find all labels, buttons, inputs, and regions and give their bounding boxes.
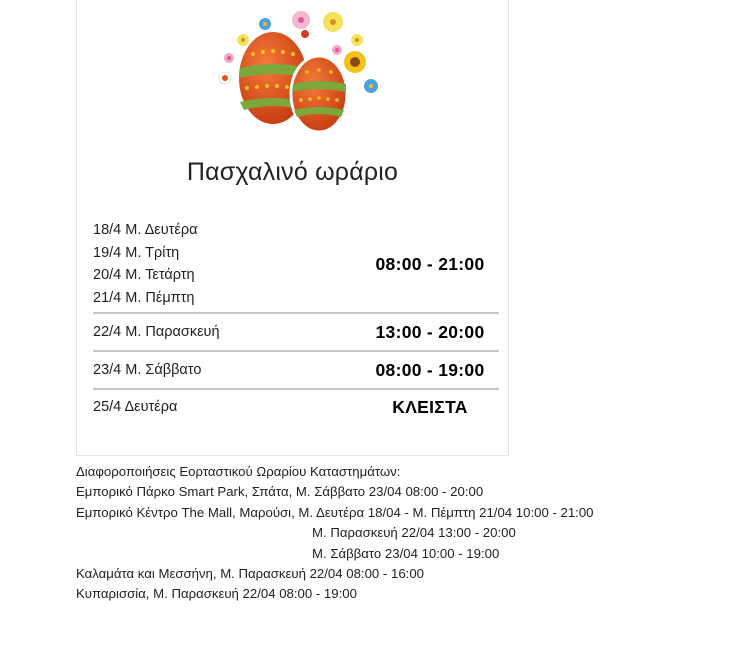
schedule-table xyxy=(93,216,499,424)
store-exceptions xyxy=(76,462,716,605)
schedule-hours: 08:00 - 21:00 xyxy=(375,254,485,274)
schedule-day: 20/4 Μ. Τετάρτη xyxy=(93,267,195,283)
exception-line: Κυπαρισσία, Μ. Παρασκευή 22/04 08:00 - 19:00 xyxy=(76,586,357,602)
schedule-hours: 13:00 - 20:00 xyxy=(375,321,485,342)
exception-line: Μ. Σάββατο 23/04 10:00 - 19:00 xyxy=(312,545,500,561)
easter-hours-card xyxy=(76,0,509,456)
exception-line: Εμπορικό Κέντρο The Mall, Μαρούσι, Μ. Δευτέρα 18/04 - Μ. Πέμπτη 21/04 10:00 - 21:00 xyxy=(76,504,594,520)
exceptions-heading: Διαφοροποιήσεις Εορταστικού Ωραρίου Καταστημάτων: xyxy=(76,464,401,479)
schedule-row xyxy=(93,390,499,424)
egg-small xyxy=(291,56,347,132)
exception-line: Εμπορικό Πάρκο Smart Park, Σπάτα, Μ. Σάββατο 23/04 08:00 - 20:00 xyxy=(76,484,484,500)
schedule-day: 22/4 Μ. Παρασκευή xyxy=(93,323,220,340)
schedule-row xyxy=(93,216,499,312)
schedule-row xyxy=(93,352,499,388)
easter-eggs-illustration xyxy=(213,6,389,136)
exception-line: Μ. Παρασκευή 22/04 13:00 - 20:00 xyxy=(312,525,516,541)
page-title: Πασχαλινό ωράριο xyxy=(186,158,399,186)
schedule-day: 18/4 Μ. Δευτέρα xyxy=(93,222,198,238)
schedule-day: 23/4 Μ. Σάββατο xyxy=(93,361,202,378)
schedule-hours: ΚΛΕΙΣΤΑ xyxy=(392,396,468,417)
exception-line: Καλαμάτα και Μεσσήνη, Μ. Παρασκευή 22/04 08:00 - 16:00 xyxy=(76,566,424,582)
schedule-hours: 08:00 - 19:00 xyxy=(375,359,485,380)
schedule-day: 19/4 Μ. Τρίτη xyxy=(93,244,180,261)
schedule-row xyxy=(93,314,499,350)
schedule-day: 25/4 Δευτέρα xyxy=(93,398,178,415)
schedule-day: 21/4 Μ. Πέμπτη xyxy=(93,289,195,306)
